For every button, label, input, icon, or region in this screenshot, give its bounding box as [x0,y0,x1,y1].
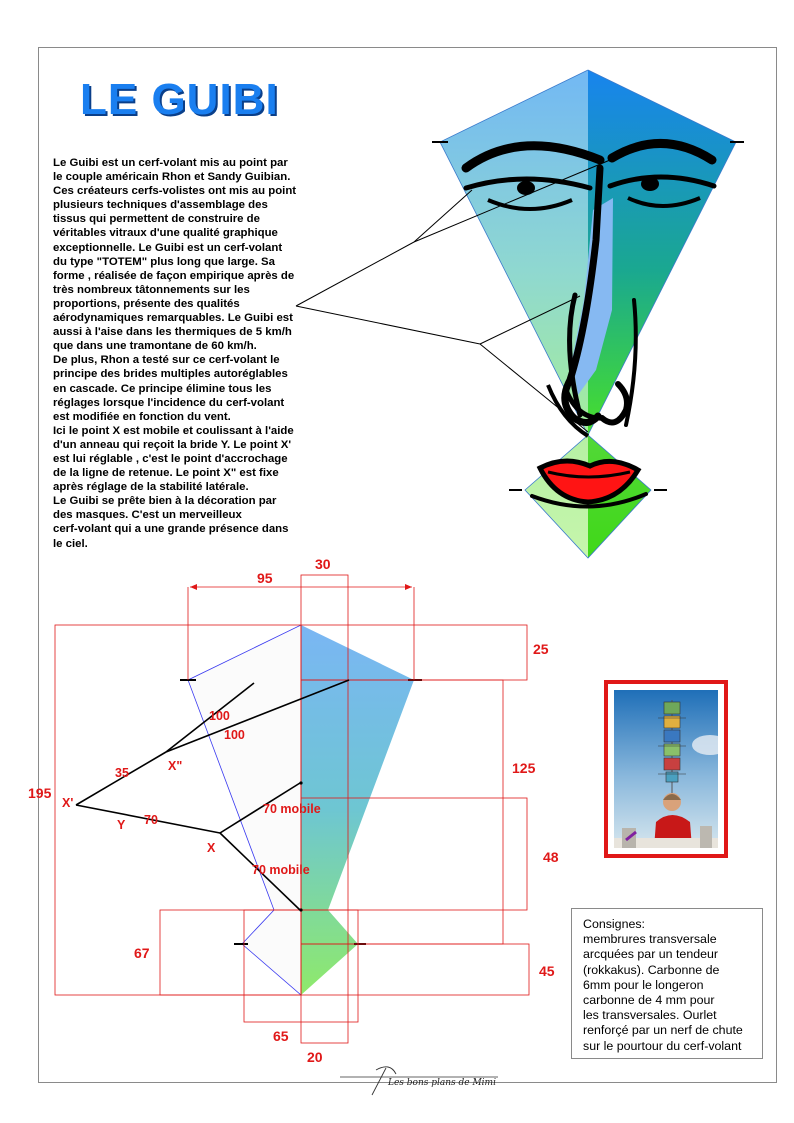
instructions-line: renforçé par un nerf de chute [583,1023,743,1038]
bridle-label-y: Y [117,818,126,832]
description-line: proportions, présente des qualités [53,297,240,310]
dim-125: 125 [512,760,536,776]
description-line: est modifiée en fonction du vent. [53,410,231,423]
description-line: que dans une tramontane de 60 km/h. [53,340,257,353]
kite-dimension-diagram [28,556,559,1065]
instructions-line: (rokkakus). Carbonne de [583,962,720,977]
instructions-line: 6mm pour le longeron [583,977,704,992]
bridle-label-70-mobile-upper: 70 mobile [263,802,321,816]
instructions-line: arcquées par un tendeur [583,947,719,962]
description-line: aérodynamiques remarquables. Le Guibi est [53,312,293,325]
dim-95: 95 [257,570,273,586]
description-line: De plus, Rhon a testé sur ce cerf-volant le [53,354,280,367]
description-line: des masques. C'est un merveilleux [53,509,242,522]
description-line: le ciel. [53,537,88,550]
point-x: X [207,841,216,855]
description-line: forme , réalisée de façon empirique après de [53,269,295,282]
signature: Les bons plans de Mimi [388,1078,496,1088]
dim-20: 20 [307,1049,323,1065]
description-line: après réglage de la stabilité latérale. [53,481,249,494]
description-line: Le Guibi se prête bien à la décoration par [53,495,277,508]
description-line: Le Guibi est un cerf-volant mis au point par [53,157,288,169]
description-line: Ces créateurs cerfs-volistes ont mis au point [53,185,297,198]
description-line: exceptionnelle. Le Guibi est un cerf-volant [53,241,283,254]
kite-photo [614,690,718,848]
instructions-line: les transversales. Ourlet [583,1008,717,1023]
bridle-label-70: 70 [144,813,158,827]
page-title: LE GUIBI [80,75,279,124]
description-line: principe des brides multiples autoréglables [53,368,288,381]
description-line: tissus qui permettent de construire de [53,213,260,226]
kite-photo-image [614,690,718,848]
description-line: Ici le point X est mobile et coulissant à l'aide [53,424,294,437]
dim-25: 25 [533,641,549,657]
description-line: plusieurs techniques d'assemblage des [53,199,268,212]
description-line: d'un anneau qui reçoit la bride Y. Le point X' [53,438,292,451]
description-line: réglages lorsque l'incidence du cerf-volant [53,396,285,409]
description-line: véritables vitraux d'une qualité graphique [53,227,278,240]
dim-195: 195 [28,785,52,801]
dim-45: 45 [539,963,555,979]
instructions-line: carbonne de 4 mm pour [583,993,715,1008]
dim-65: 65 [273,1028,289,1044]
photo-frame [604,680,728,858]
instructions-line: Consignes: [583,917,645,931]
description-line: du type "TOTEM" plus long que large. Sa [53,255,275,268]
instructions-line: membrures transversale [583,932,717,947]
bridle-label-70-mobile-lower: 70 mobile [252,863,310,877]
description-line: est lui réglable , c'est le point d'accrochage [53,452,288,465]
description-line: de la ligne de retenue. Le point X" est fixe [53,467,279,480]
description-line: très nombreux tâtonnements sur les [53,283,250,296]
description-line: cerf-volant qui a une grande présence dans [53,523,289,536]
right-eye [641,177,659,191]
description-line: en cascade. Ce principe élimine tous les [53,382,272,395]
bridle-label-100-upper: 100 [209,709,230,723]
bridle-label-100-lower: 100 [224,728,245,742]
kite-left-panel [440,70,588,435]
point-x-double-prime: X" [168,759,183,773]
dim-48: 48 [543,849,559,865]
instructions-box [571,908,763,1059]
point-x-prime: X' [62,796,74,810]
bridle-label-35: 35 [115,766,129,780]
description-line: le couple américain Rhon et Sandy Guibian. [53,171,291,184]
dim-67: 67 [134,945,150,961]
instructions-line: sur le pourtour du cerf-volant [583,1038,742,1053]
description-line: aussi à l'aise dans les thermiques de 5 km/h [53,326,292,339]
kite-mask [296,70,744,558]
dim-30: 30 [315,556,331,572]
